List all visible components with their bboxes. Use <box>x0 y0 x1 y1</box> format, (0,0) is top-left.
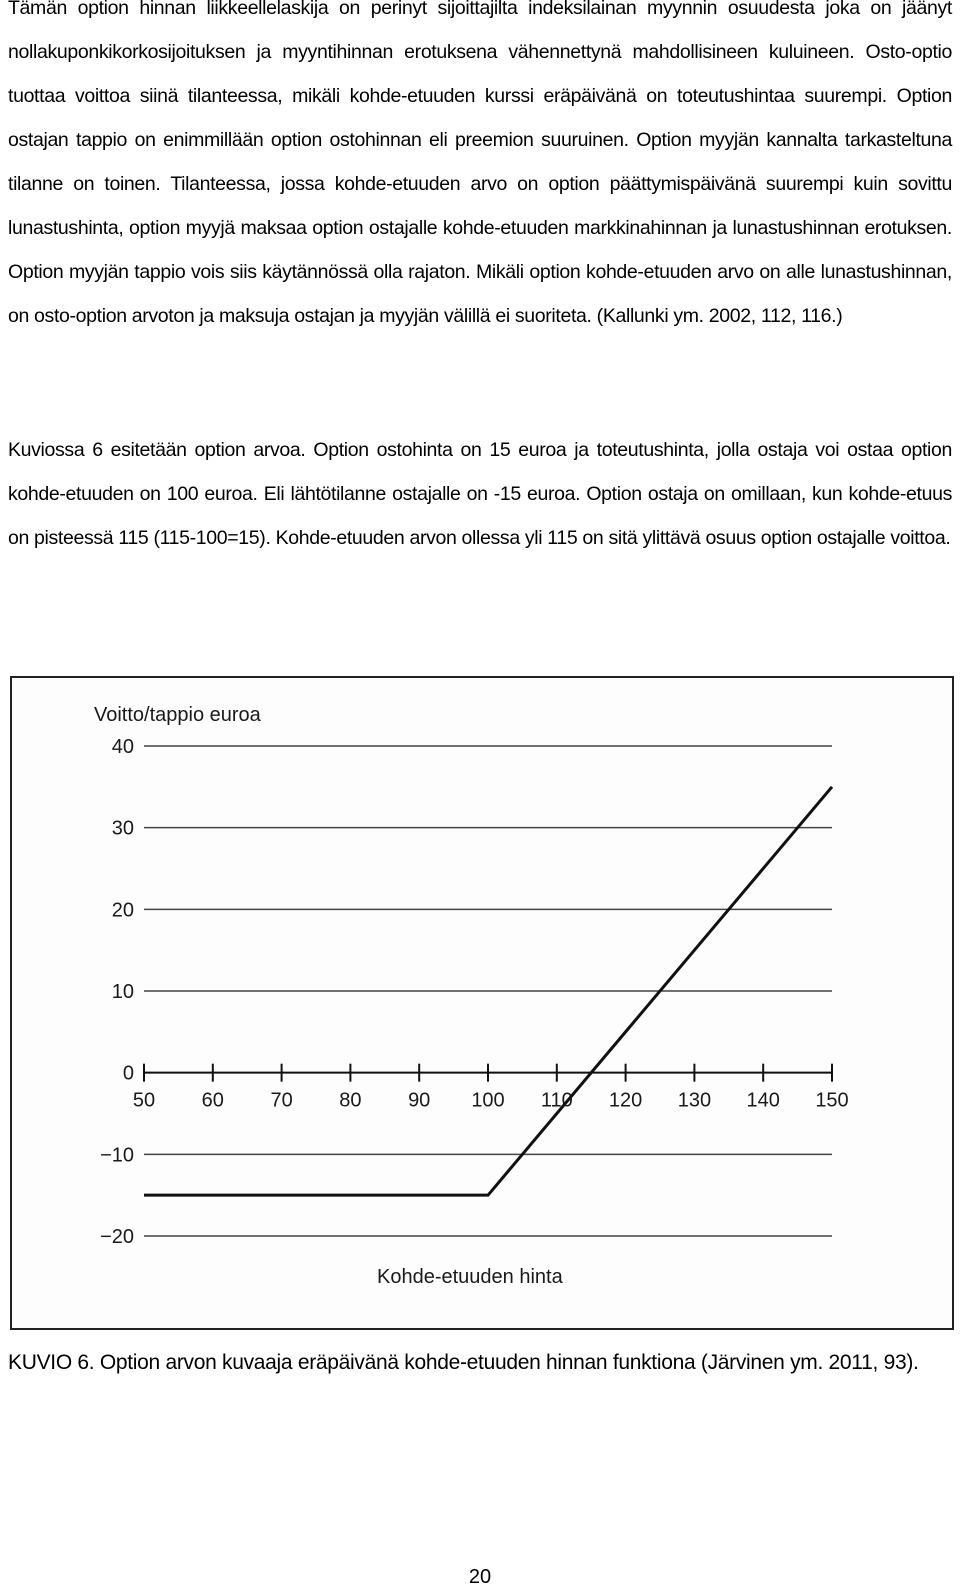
gridlines <box>144 746 832 1236</box>
x-tick-label: 140 <box>746 1089 780 1112</box>
page-number: 20 <box>468 1566 492 1588</box>
option-value-chart <box>12 678 952 1328</box>
x-tick-label: 90 <box>408 1089 431 1112</box>
x-tick-label: 80 <box>339 1089 362 1112</box>
y-tick-label: 30 <box>111 817 134 840</box>
y-tick-label: 0 <box>122 1062 134 1085</box>
x-tick-label: 100 <box>471 1089 505 1112</box>
x-tick-labels <box>133 1090 849 1112</box>
x-axis <box>144 1064 832 1082</box>
x-tick-label: 60 <box>201 1089 224 1112</box>
x-axis-title: Kohde-etuuden hinta <box>377 1266 563 1288</box>
y-tick-label: 10 <box>111 981 134 1003</box>
x-tick-label: 50 <box>132 1089 156 1112</box>
y-tick-labels <box>100 736 134 1248</box>
x-tick-label: 150 <box>815 1089 849 1112</box>
x-tick-label: 130 <box>677 1089 712 1112</box>
y-tick-label: −20 <box>100 1226 134 1248</box>
x-tick-label: 110 <box>540 1089 573 1112</box>
y-axis-title: Voitto/tappio euroa <box>94 704 261 726</box>
y-tick-label: 20 <box>111 899 134 922</box>
y-tick-label: −10 <box>100 1144 134 1167</box>
body-paragraph-1: Tämän option hinnan liikkeellelaskija on perinyt sijoittajilta indeksilainan myynnin osuudesta joka on jäänyt nollakuponkikorkosijoituksen ja myyntihinnan erotuksena vähennettynä mahdollisineen kuluineen. Osto-optio tuottaa voittoa siinä tilanteessa, mikäli kohde-etuuden kurssi eräpäivänä on toteutushintaa suurempi. Option ostajan tappio on enimmillään option ostohinnan eli preemion suuruinen. Option myyjän kannalta tarkasteltuna tilanne on toinen. Tilanteessa, jossa kohde-etuuden arvo on option päättymispäivänä suurempi kuin sovittu lunastushinta, option myyjä maksaa option ostajalle kohde-etuuden markkinahinnan ja lunastushinnan erotuksen. Option myyjän tappio vois siis käytännössä olla rajaton. Mikäli option kohde-etuuden arvo on alle lunastushinnan, on osto-option arvoton ja maksuja ostajan ja myyjän välillä ei suoriteta. (Kallunki ym. 2002, 112, 116.) <box>8 0 952 327</box>
y-tick-label: 40 <box>111 736 134 758</box>
x-tick-label: 120 <box>608 1089 643 1112</box>
x-tick-label: 70 <box>270 1089 293 1112</box>
figure-caption: KUVIO 6. Option arvon kuvaaja eräpäivänä kohde-etuuden hinnan funktiona (Järvinen ym. 2011, 93). <box>8 1351 919 1374</box>
body-paragraph-2: Kuviossa 6 esitetään option arvoa. Option ostohinta on 15 euroa ja toteutushinta, jolla ostaja voi ostaa option kohde-etuuden on 100 euroa. Eli lähtötilanne ostajalle on -15 euroa. Option ostaja on omillaan, kun kohde-etuus on pisteessä 115 (115-100=15). Kohde-etuuden arvon ollessa yli 115 on sitä ylittävä osuus option ostajalle voittoa. <box>8 439 952 549</box>
figure-frame <box>10 676 954 1330</box>
